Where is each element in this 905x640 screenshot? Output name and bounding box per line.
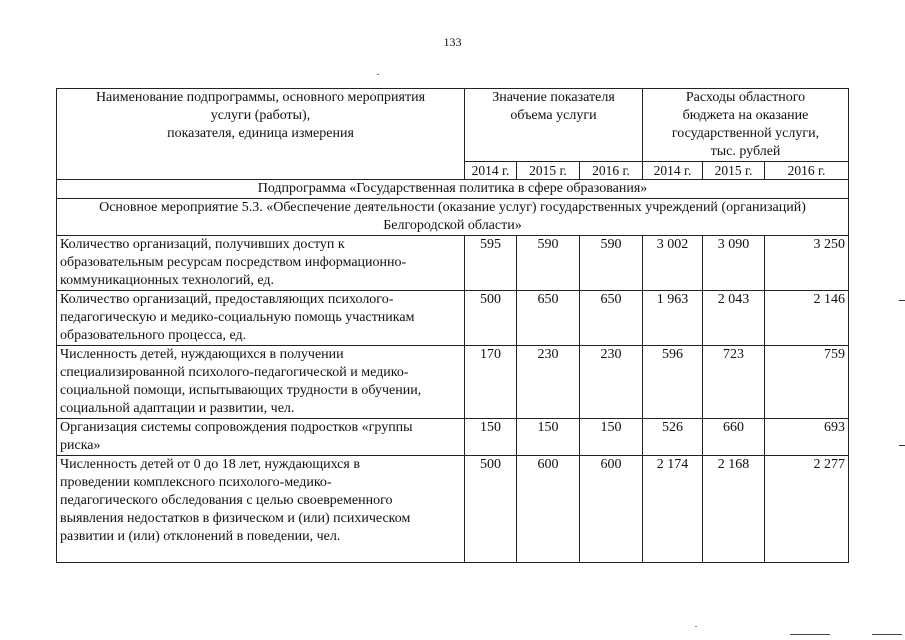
row-name-line: образовательным ресурсам посредством информационно- [60,255,407,270]
header-row [57,89,849,162]
value-cell: 693 [765,419,849,456]
row-name-line: риска» [60,438,101,453]
scan-edge-mark [899,445,905,446]
header-volume-line: объема услуги [510,108,597,123]
header-expense-line: государственной услуги, [671,126,820,141]
scan-bottom-line [790,634,830,635]
page-number: 133 [443,35,462,49]
value-cell: 170 [465,346,517,419]
value-cell: 3 090 [703,236,765,291]
row-name-line: Количество организаций, получивших доступ к [60,237,345,252]
header-name-line: Наименование подпрограммы, основного мероприятия [95,90,426,105]
scan-bottom-line [872,634,902,635]
row-name-line: Численность детей, нуждающихся в получении [60,347,344,362]
year-header: 2015 г. [703,162,765,180]
scan-speck [377,74,379,75]
value-cell: 500 [465,456,517,563]
table-row [57,419,849,456]
year-header: 2016 г. [765,162,849,180]
row-name-line: развитии и (или) отклонений в поведении, чел. [60,529,341,544]
activity-row [57,199,849,236]
value-cell: 150 [465,419,517,456]
table-row [57,236,849,291]
row-name [57,236,465,291]
row-name-line: образовательного процесса, ед. [60,328,247,343]
subprogram-title: Подпрограмма «Государственная политика в сфере образования» [57,180,849,199]
value-cell: 2 043 [703,291,765,346]
value-cell: 230 [517,346,580,419]
value-cell: 3 002 [643,236,703,291]
value-cell: 600 [517,456,580,563]
row-name [57,419,465,456]
row-name-line: проведении комплексного психолого-медико- [60,475,332,490]
header-expense-line: тыс. рублей [710,144,781,159]
row-name-line: Количество организаций, предоставляющих психолого- [60,292,394,307]
scan-edge-mark [899,300,905,301]
value-cell: 2 168 [703,456,765,563]
value-cell: 2 277 [765,456,849,563]
activity-title [57,199,849,236]
row-name-line: Численность детей от 0 до 18 лет, нуждающихся в [60,457,360,472]
value-cell: 596 [643,346,703,419]
value-cell: 526 [643,419,703,456]
value-cell: 650 [580,291,643,346]
year-header: 2014 г. [465,162,517,180]
value-cell: 650 [517,291,580,346]
header-expense-line: бюджета на оказание [682,108,809,123]
value-cell: 150 [517,419,580,456]
year-header: 2014 г. [643,162,703,180]
table-row [57,456,849,563]
table-row [57,346,849,419]
row-name [57,291,465,346]
header-expense-line: Расходы областного [685,90,806,105]
value-cell: 590 [517,236,580,291]
services-table [56,88,849,563]
row-name-line: выявления недостатков в физическом и (или) психическом [60,511,411,526]
table-row [57,291,849,346]
year-header: 2015 г. [517,162,580,180]
row-name-line: педагогическую и медико-социальную помощь участникам [60,310,415,325]
header-name-line: услуги (работы), [210,108,311,123]
row-name-line: Организация системы сопровождения подростков «группы [60,420,413,435]
row-name-line: педагогического обследования с целью своевременного [60,493,393,508]
header-volume-line: Значение показателя [492,90,615,105]
header-name-cell [57,89,465,180]
row-name-line: социальной адаптации и развитии, чел. [60,401,295,416]
value-cell: 1 963 [643,291,703,346]
value-cell: 500 [465,291,517,346]
row-name-line: коммуникационных технологий, ед. [60,273,275,288]
header-volume-cell [465,89,643,162]
value-cell: 723 [703,346,765,419]
value-cell: 595 [465,236,517,291]
activity-line: Белгородской области» [383,218,522,233]
value-cell: 150 [580,419,643,456]
subprogram-row [57,180,849,199]
header-name-line: показателя, единица измерения [167,126,354,141]
value-cell: 2 174 [643,456,703,563]
activity-line: Основное мероприятие 5.3. «Обеспечение деятельности (оказание услуг) государственных учреждений (организаций) [99,200,806,215]
row-name-line: социальной помощи, испытывающих трудности в обучении, [60,383,422,398]
value-cell: 759 [765,346,849,419]
value-cell: 600 [580,456,643,563]
value-cell: 230 [580,346,643,419]
row-name [57,456,465,563]
row-name-line: специализированной психолого-педагогической и медико- [60,365,409,380]
value-cell: 3 250 [765,236,849,291]
row-name [57,346,465,419]
scan-speck [695,626,697,627]
header-expense-cell [643,89,849,162]
value-cell: 590 [580,236,643,291]
value-cell: 660 [703,419,765,456]
value-cell: 2 146 [765,291,849,346]
year-header: 2016 г. [580,162,643,180]
